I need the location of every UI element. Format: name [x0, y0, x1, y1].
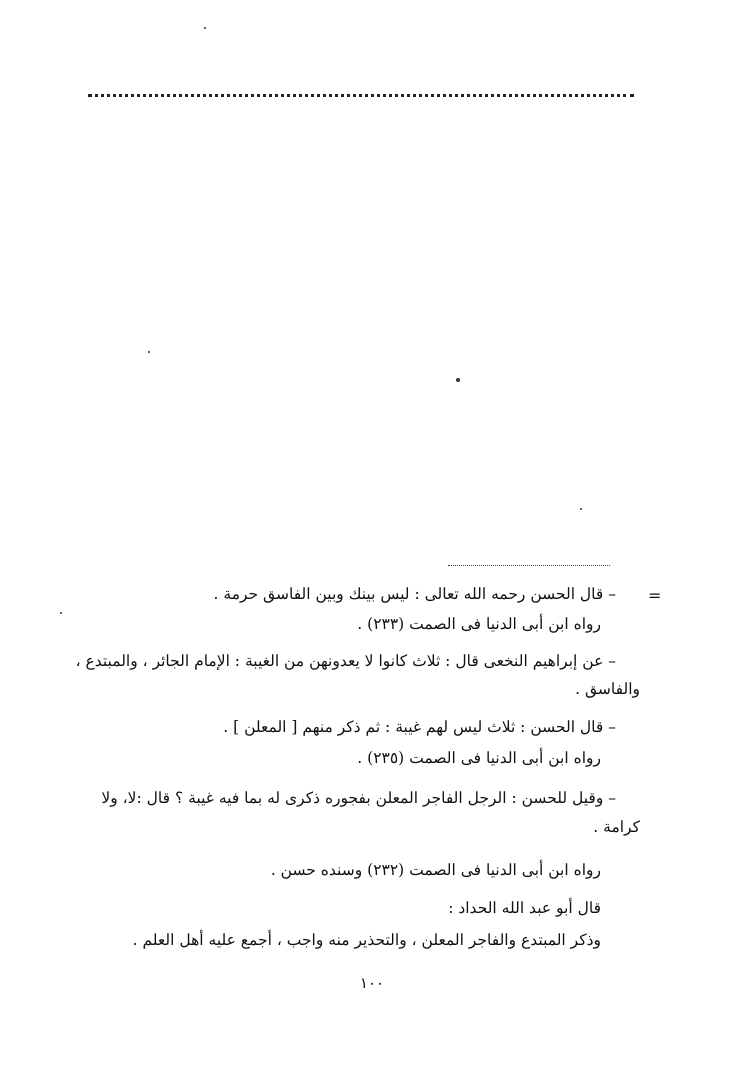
footnote-line: – عن إبراهيم النخعى قال : ثلاث كانوا لا يعدونهن من الغيبة : الإمام الجائر ، والمبتدع ،	[75, 652, 616, 670]
footnote-separator	[448, 565, 610, 566]
scan-speck	[456, 378, 460, 382]
footnote-line: وذكر المبتدع والفاجر المعلن ، والتحذير منه واجب ، أجمع عليه أهل العلم .	[132, 931, 601, 949]
scan-speck	[60, 612, 62, 614]
footnote-line: رواه ابن أبى الدنيا فى الصمت (٢٣٣) .	[357, 615, 601, 633]
footnote-line: رواه ابن أبى الدنيا فى الصمت (٢٣٢) وسنده حسن .	[270, 861, 601, 879]
scan-speck	[204, 27, 206, 29]
header-dotted-rule	[88, 94, 634, 97]
scan-speck	[580, 508, 582, 510]
footnote-line: قال أبو عبد الله الحداد :	[448, 899, 601, 917]
footnote-line: كرامة .	[593, 818, 640, 836]
page-number: ١٠٠	[359, 974, 385, 992]
footnote-line: والفاسق .	[575, 680, 640, 698]
footnote-line: – قال الحسن : ثلاث ليس لهم غيبة : ثم ذكر منهم [ المعلن ] .	[223, 718, 616, 736]
footnote-line: – وقيل للحسن : الرجل الفاجر المعلن بفجوره ذكرى له بما فيه غيبة ؟ قال :لا، ولا	[101, 789, 616, 807]
footnote-line: رواه ابن أبى الدنيا فى الصمت (٢٣٥) .	[357, 749, 601, 767]
continuation-mark: =	[648, 586, 662, 605]
scan-speck	[148, 351, 150, 353]
footnote-line: – قال الحسن رحمه الله تعالى : ليس بينك وبين الفاسق حرمة .	[213, 585, 616, 603]
